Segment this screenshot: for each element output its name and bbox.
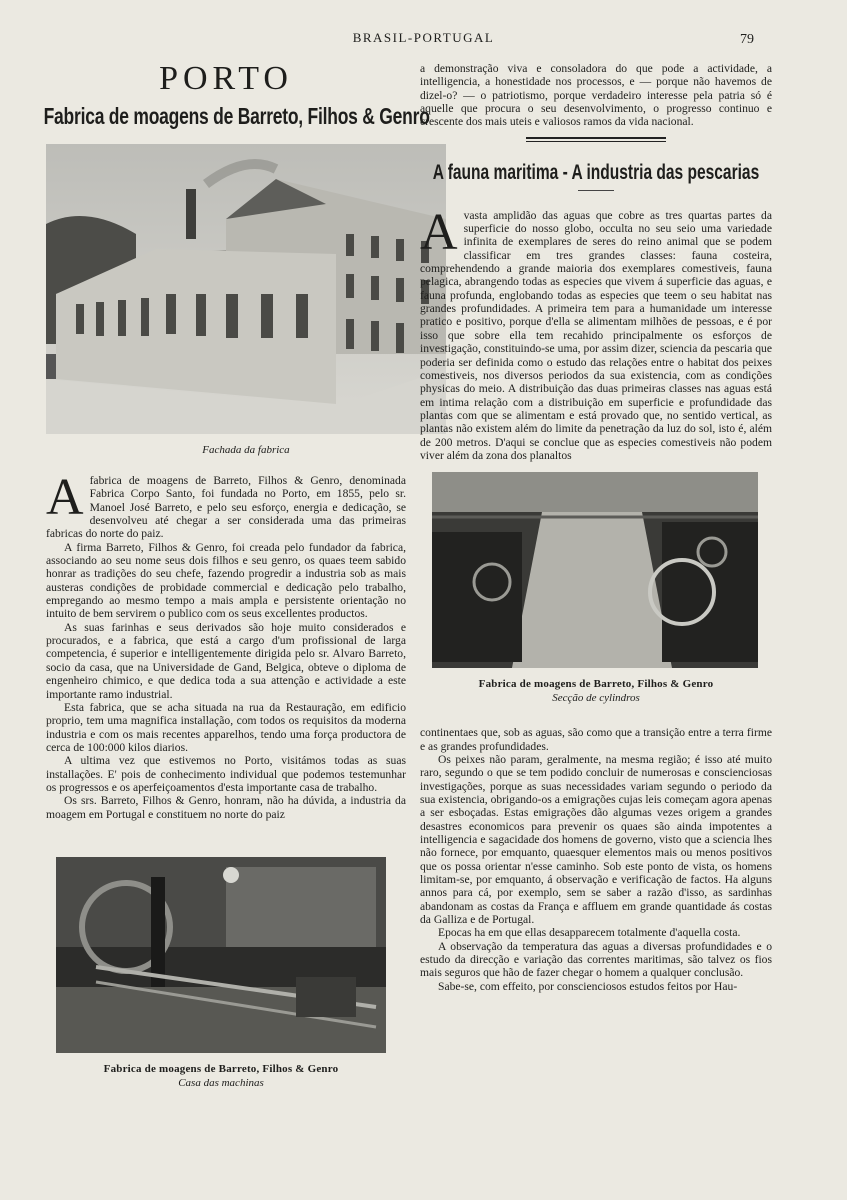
engine-room-caption-sub: Casa das machinas (178, 1076, 264, 1089)
fauna-paragraph-1: vasta amplidão das aguas que cobre as tres quartas partes da superficie do nosso globo, occulta no seu seio uma variedade infinita de exemplares de seres do reino animal que se podem classificar em tres grandes classes: fauna costeira, comprehendendo a grande maioria dos exemplares comestiveis, fauna pelagica, abrangendo todas as especies que vivem á superficie das aguas, e fauna profunda, englobando todas as especies que teem o seu habitat nas grandes profundidades. A primeira tem para a humanidade um interesse pratico e positivo, porque d'ella se alimentam milhões de pessoas, e é por isso que sobre ella tem recahido principalmente os esforços de investigação, constituindo-se uma, por assim dizer, sciencia da pescaria que poderia ser definida como o estudo das relações entre o habitat dos peixes comestiveis, nos diversos periodos da sua existencia, com as condições physicas do meio. A distribuição das duas primeiras classes nas aguas está em intima relação com a distribuição em superficie e profundidade das plantas com que se alimentam e está provado que, no sentido vertical, as plantas não existem além do limite da penetração da luz do sol, isto é, além de 200 metros. D'aqui se conclue que as especies comestiveis não podem viver além da zona dos planaltos (420, 208, 772, 462)
fauna-paragraph-3: Os peixes não param, geralmente, na mesma região; é isso até muito raro, segundo o que se tem podido concluir de numerosas e conscienciosas investigações, porque as suas necessidades variam segundo o periodo da sua existencia, obrigando-os a emigrações cujas leis começam agora apenas a ser esboçadas. Estas emigrações dão algumas vezes origem a grandes desastres economicos para prevenir os quaes são ainda impotentes a intelligencia e sagacidade dos homens de governo, visto que a sciencia lhes não fornece, por emquanto, quaesquer elementos mais ou menos positivos que os possa orientar n'esse caminho. Sob este ponto de vista, os homens limitam-se, por emquanto, á observação e verificação de factos. Ha alguns annos para cá, por exemplo, sem se saber a razão d'isso, as sardinhas abandonam as costas da França e affluem em grande quantidade ás costas da Galliza e de Portugal. (420, 752, 772, 927)
factory-paragraph-1: fabrica de moagens de Barreto, Filhos & Genro, denominada Fabrica Corpo Santo, foi fundada no Porto, em 1855, pelo sr. Manoel José Barreto, e pelo seu esforço, energia e dedicação, se desenvolveu até chegar a ser considerada uma das primeiras fabricas do norte do paiz. (46, 474, 406, 541)
facade-caption: Fachada da fabrica (202, 444, 290, 456)
factory-paragraph-2: A firma Barreto, Filhos & Genro, foi creada pelo fundador da fabrica, associando ao seu nome seus dois filhos e seu genro, os quaes teem sabido honrar as tradições do seu chefe, fazendo progredir a industria sob as mais austeras condições de probidade commercial e dedicação pelo trabalho, empregando ao mesmo tempo a mais ampla e persistente orientação no intuito de bem servirem o publico com os seus excellentes productos. (46, 540, 406, 621)
factory-facade-image (46, 144, 446, 434)
fauna-paragraph-6: Sabe-se, com effeito, por conscienciosos estudos feitos por Hau- (438, 979, 738, 993)
factory-paragraph-6: Os srs. Barreto, Filhos & Genro, honram, não ha dúvida, a industria da moagem em Portugal e constituem no norte do paiz (46, 794, 406, 821)
cylinder-section-photo (432, 472, 758, 668)
page-number: 79 (740, 32, 754, 47)
headline-rule (578, 190, 614, 191)
factory-facade-photo (46, 144, 446, 434)
fauna-dropcap: A (420, 203, 458, 261)
main-headline: Fabrica de moagens de Barreto, Filhos & Genro (43, 103, 430, 129)
city-title: PORTO (159, 60, 293, 97)
factory-paragraph-4: Esta fabrica, que se acha situada na rua da Restauração, em edificio proprio, tem uma magnifica installação, com todos os requisitos da moderna industria e com os mais recentes apparelhos, tendo uma força productora de cerca de 100:000 kilos diarios. (46, 700, 406, 754)
cylinder-caption-sub: Secção de cylindros (552, 692, 640, 705)
section-divider (526, 137, 666, 142)
engine-room-caption-title: Fabrica de moagens de Barreto, Filhos & Genro (103, 1062, 339, 1075)
factory-article (46, 469, 406, 821)
left-column (43, 58, 430, 1089)
fauna-paragraph-5: A observação da temperatura das aguas a diversas profundidades e o estudo da direcção e variação das correntes maritimas, são talvez os fios mais seguros que hão de fazer chegar o homem a qualquer conclusão. (420, 939, 772, 980)
fauna-paragraph-4: Epocas ha em que ellas desapparecem totalmente d'aquella costa. (438, 926, 741, 940)
right-column (420, 58, 772, 993)
running-title: BRASIL-PORTUGAL (352, 30, 495, 45)
engine-room-image (56, 857, 386, 1053)
cylinder-section-image (432, 472, 758, 668)
cylinder-caption-title: Fabrica de moagens de Barreto, Filhos & Genro (478, 678, 714, 691)
factory-article-conclusion: a demonstração viva e consoladora do que pode a actividade, a intelligencia, a honestidade nos processos, e — porque não havemos de dizel-o? — o patriotismo, porque verdadeiro interesse pela patria só é aquelle que procura o seu desenvolvimento, o progresso continuo e crescente dos mais uteis e valiosos ramos da vida nacional. (420, 62, 772, 129)
factory-paragraph-3: As suas farinhas e seus derivados são hoje muito considerados e procurados, e a fabrica, que está a cargo d'um profissional de larga competencia, é superior e intelligentemente dirigida pelo sr. Alvaro Barreto, socio da casa, que na Universidade de Gand, Belgica, obteve o diploma de engenheiro chimico, e que dedica toda a sua attenção e actividade a este importante ramo industrial. (46, 620, 406, 701)
engine-room-photo (56, 857, 386, 1053)
fauna-headline: A fauna maritima - A industria das pescarias (432, 160, 760, 184)
fauna-paragraph-2: continentaes que, sob as aguas, são como que a transição entre a terra firme e as grandes profundidades. (420, 726, 772, 753)
fauna-continuation (420, 726, 772, 993)
factory-paragraph-5: A ultima vez que estivemos no Porto, visitámos todas as suas installações. E' pois de conhecimento individual que podemos testemunhar os progressos e os aperfeiçoamentos d'esta importante casa de trabalho. (46, 754, 406, 794)
factory-dropcap: A (46, 469, 84, 526)
